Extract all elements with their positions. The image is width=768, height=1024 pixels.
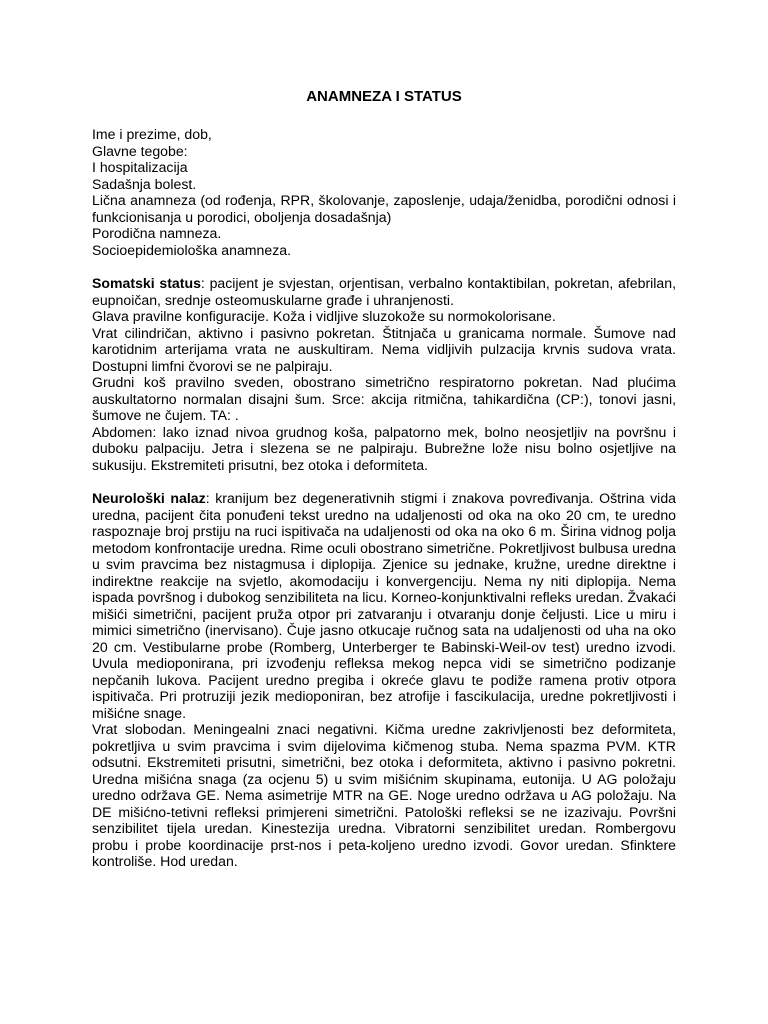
anamneza-line-current-illness: Sadašnja bolest. [92, 175, 197, 192]
document-body [92, 126, 676, 870]
somatski-status-section [92, 275, 676, 473]
neuroloski-nalaz-section [92, 490, 676, 870]
anamneza-line-name: Ime i prezime, dob, [92, 126, 212, 142]
neuroloski-nalaz-intro [92, 490, 676, 721]
somatski-status-intro [92, 275, 676, 308]
somatski-paragraph-chest: Grudni koš pravilno sveden, obostrano simetrično respiratorno pokretan. Nad plućima auskultatorno normalan disajni šum. Srce: akcija ritmična, tahikardična (CP:), tonovi jasni, šumove ne čujem. TA: . [92, 374, 676, 423]
somatski-paragraph-head: Glava pravilne konfiguracije. Koža i vidljive sluzokože su normokolorisane. [92, 308, 556, 324]
somatski-paragraph-abdomen: Abdomen: lako iznad nivoa grudnog koša, palpatorno mek, bolno neosjetljiv na površnu i duboku palpaciju. Jetra i slezena se ne palpiraju. Bubrežne lože nisu bolno osjetljive na sukusiju. Ekstremiteti prisutni, bez otoka i deformiteta. [92, 423, 676, 473]
somatski-status-heading: Somatski status [92, 275, 201, 291]
somatski-status-intro-text: : pacijent je svjestan, orjentisan, verbalno kontaktibilan, pokretan, afebrilan, eupnoičan, srednje osteomuskularne građe i uhranjenosti. [92, 275, 676, 308]
somatski-paragraph-neck: Vrat cilindričan, aktivno i pasivno pokretan. Štitnjača u granicama normale. Šumove nad karotidnim arterijama vrata ne auskultiram. Nema vidljivih pulzacija krvnis sudova vrata. Dostupni limfni čvorovi se ne palpiraju. [92, 324, 676, 374]
section-spacer [92, 258, 676, 275]
anamneza-line-hospitalization: I hospitalizacija [92, 159, 188, 175]
anamneza-line-socioepidemiological: Socioepidemiološka anamneza. [92, 241, 291, 258]
neuroloski-paragraph-neck-spine: Vrat slobodan. Meningealni znaci negativni. Kičma uredne zakrivljenosti bez deformiteta, pokretljiva u svim pravcima i svim dijelovima kičmenog stuba. Nema spazma PVM. KTR odsutni. Ekstremiteti prisutni, simetrični, bez otoka i deformiteta, aktivno i pasivno pokretni. Uredna mišićna snaga (za ocjenu 5) u svim mišićnim skupinama, eutonija. U AG položaju uredno održava GE. Nema asimetrije MTR na GE. Noge uredno održava u AG položaju. Na DE mišićno-tetivni refleksi primjereni simetrični. Patološki refleksi se ne izazivaju. Površni senzibilitet tijela uredan. Kinestezija uredna. Vibratorni senzibilitet uredan. Rombergovu probu i probe koordinacije prst-nos i peta-koljeno uredno izvodi. Govor uredan. Sfinktere kontroliše. Hod uredan. [92, 721, 676, 869]
neuroloski-nalaz-intro-text: : kranijum bez degenerativnih stigmi i znakova povređivanja. Oštrina vida uredna, pacijent čita ponuđeni tekst uredno na udaljenosti od oka na oko 20 cm, te uredno raspoznaje broj prstiju na ruci ispitivača na udaljenosti od oka na oko 6 m. Širina vidnog polja metodom konfrontacije uredna. Rime oculi obostrano simetrične. Pokretljivost bulbusa uredna u svim pravcima bez nistagmusa i diplopija. Zjenice su jednake, kružne, uredne direktne i indirektne reakcije na svjetlo, akomodaciju i konvergenciju. Nema ny niti diplopija. Nema ispada površnog i dubokog senzibiliteta na licu. Korneo-konjunktivalni refleks uredan. Žvakaći mišići simetrični, pacijent pruža otpor pri zatvaranju i otvaranju donje čeljusti. Lice u miru i mimici simetrično (inervisano). Čuje jasno otkucaje ručnog sata na udaljenosti od uha na oko 20 cm. Vestibularne probe (Romberg, Unterberger te Babinski-Weil-ov test) uredno izvodi. Uvula medioponirana, pri izvođenju refleksa mekog nepca vidi se simetrično podizanje nepčanih lukova. Pacijent uredno pregiba i okreće glavu te podiže ramena protiv otpora ispitivača. Pri protruziji jezik medioponiran, bez atrofije i fascikulacija, uredne pokretljivosti i mišićne snage. [92, 490, 676, 721]
document-title: ANAMNEZA I STATUS [306, 88, 462, 105]
anamneza-section [92, 126, 676, 258]
neuroloski-nalaz-heading: Neurološki nalaz [92, 490, 206, 506]
anamneza-line-complaints: Glavne tegobe: [92, 142, 188, 159]
anamneza-line-family-history: Porodična namneza. [92, 225, 222, 241]
anamneza-line-personal-history: Lična anamneza (od rođenja, RPR, školovanje, zaposlenje, udaja/ženidba, porodični odnosi i funkcionisanja u porodici, oboljenja dosadašnja) [92, 192, 676, 225]
section-spacer [92, 473, 676, 490]
